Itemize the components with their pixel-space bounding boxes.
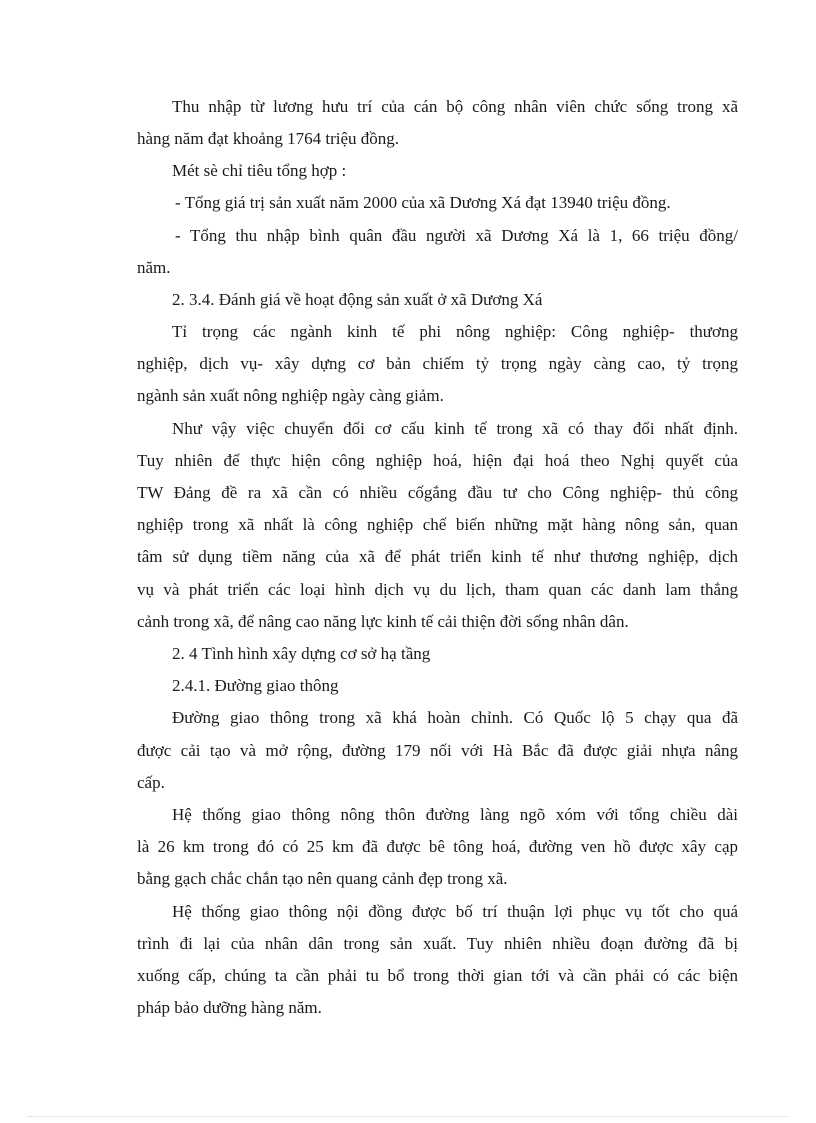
text-line: Mét sè chỉ tiêu tổng hợp : (172, 161, 347, 180)
text-line: được cải tạo và mở rộng, đường 179 nối với Hà Bắc đã được giải nhựa nâng (137, 741, 738, 760)
text-line: Hệ thống giao thông nông thôn đường làng ngõ xóm với tổng chiều dài (172, 805, 738, 824)
text-line: tâm sử dụng tiềm năng của xã để phát triển kinh tế như thương nghiệp, dịch (137, 547, 738, 566)
section-heading: 2. 3.4. Đánh giá về hoạt động sản xuất ở xã Dương Xá (172, 290, 543, 309)
text-line: hàng năm đạt khoảng 1764 triệu đồng. (137, 129, 400, 148)
subsection-heading: 2.4.1. Đường giao thông (172, 676, 339, 695)
text-line: là 26 km trong đó có 25 km đã được bê tông hoá, đường ven hồ được xây cạp (137, 837, 738, 856)
text-line: Hệ thống giao thông nội đồng được bố trí thuận lợi phục vụ tốt cho quá (172, 902, 738, 921)
section-heading: 2. 4 Tình hình xây dựng cơ sở hạ tầng (172, 644, 431, 663)
text-line: - Tổng thu nhập bình quân đầu người xã Dương Xá là 1, 66 triệu đồng/ (175, 226, 738, 245)
text-line: ngành sản xuất nông nghiệp ngày càng giảm. (137, 386, 444, 405)
text-line: bằng gạch chắc chắn tạo nên quang cảnh đẹp trong xã. (137, 869, 508, 888)
text-line: cấp. (137, 773, 165, 792)
text-line: TW Đảng đề ra xã cần có nhiều cốgắng đầu tư cho Công nghiệp- thủ công (137, 483, 738, 502)
text-line: - Tổng giá trị sản xuất năm 2000 của xã Dương Xá đạt 13940 triệu đồng. (175, 193, 671, 212)
page-divider (28, 1116, 788, 1117)
text-line: vụ và phát triển các loại hình dịch vụ du lịch, tham quan các danh lam thắng (137, 580, 738, 599)
text-line: cảnh trong xã, để nâng cao năng lực kinh tế cải thiện đời sống nhân dân. (137, 612, 629, 631)
text-line: Thu nhập từ lương hưu trí của cán bộ công nhân viên chức sống trong xã (172, 97, 738, 116)
text-line: pháp bảo dưỡng hàng năm. (137, 998, 322, 1017)
text-line: năm. (137, 258, 171, 277)
text-line: Tuy nhiên để thực hiện công nghiệp hoá, hiện đại hoá theo Nghị quyết của (137, 451, 738, 470)
text-line: xuống cấp, chúng ta cần phải tu bổ trong thời gian tới và cần phải có các biện (137, 966, 738, 985)
text-line: trình đi lại của nhân dân trong sản xuất. Tuy nhiên nhiều đoạn đường đã bị (137, 934, 738, 953)
text-line: nghiệp, dịch vụ- xây dựng cơ bản chiếm tỷ trọng ngày càng cao, tỷ trọng (137, 354, 738, 373)
text-line: Đường giao thông trong xã khá hoàn chỉnh. Có Quốc lộ 5 chạy qua đã (172, 708, 738, 727)
text-line: Tỉ trọng các ngành kinh tế phi nông nghiệp: Công nghiệp- thương (172, 322, 738, 341)
text-line: nghiệp trong xã nhất là công nghiệp chế biến những mặt hàng nông sản, quan (137, 515, 738, 534)
text-line: Như vậy việc chuyển đổi cơ cấu kinh tế trong xã có thay đổi nhất định. (172, 419, 738, 438)
